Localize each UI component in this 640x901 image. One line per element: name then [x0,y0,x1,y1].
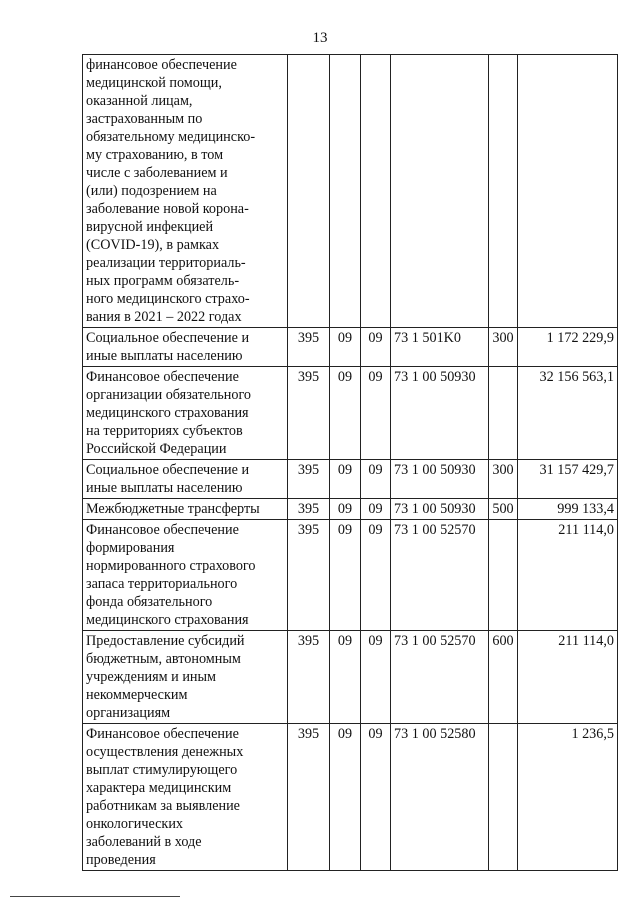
item-name-line: оказанной лицам, [86,93,193,109]
target-article-cell: 73 1 00 52580 [391,724,489,871]
table-row [83,460,618,499]
item-name-line: медицинского страхования [86,405,249,421]
item-name-line: (или) подозрением на [86,183,217,199]
target-article-cell: 73 1 00 50930 [391,367,489,460]
item-name-line: бюджетным, автономным [86,651,241,667]
ministry-code-cell: 395 [288,499,330,520]
item-name-line: заболеваний в ходе [86,834,202,850]
ministry-code-cell: 395 [288,367,330,460]
item-name-line: числе с заболеванием и [86,165,228,181]
amount-cell: 32 156 563,1 [518,367,618,460]
item-name-line: реализации территориаль- [86,255,246,271]
item-name-line: вирусной инфекцией [86,219,214,235]
item-name-line: организации обязательного [86,387,252,403]
table-row [83,724,618,871]
item-name-line: Финансовое обеспечение [86,369,239,385]
item-name-line: характера медицинским [86,780,232,796]
item-name-line: му страхованию, в том [86,147,224,163]
amount-cell: 1 172 229,9 [518,328,618,367]
item-name-cell [83,460,288,499]
item-name-line: застрахованным по [86,111,203,127]
item-name-line: иные выплаты населению [86,480,243,496]
ministry-code-cell: 395 [288,460,330,499]
item-name-line: формирования [86,540,175,556]
amount-cell: 999 133,4 [518,499,618,520]
item-name-line: Межбюджетные трансферты [86,501,260,517]
footer-rule [10,896,180,897]
expense-type-cell [489,520,518,631]
item-name-line: нормированного страхового [86,558,256,574]
subsection-code-cell: 09 [361,460,391,499]
item-name-line: Предоставление субсидий [86,633,245,649]
subsection-code-cell: 09 [361,520,391,631]
item-name-line: Социальное обеспечение и [86,330,250,346]
expense-type-cell: 300 [489,328,518,367]
target-article-cell: 73 1 00 50930 [391,499,489,520]
item-name-line: финансовое обеспечение [86,57,237,73]
item-name-line: онкологических [86,816,184,832]
budget-table-body [83,55,618,871]
subsection-code-cell: 09 [361,499,391,520]
item-name-cell [83,520,288,631]
item-name-line: иные выплаты населению [86,348,243,364]
item-name-line: запаса территориального [86,576,238,592]
budget-table [82,54,618,871]
table-row [83,631,618,724]
section-code-cell: 09 [330,367,361,460]
item-name-cell [83,499,288,520]
item-name-line: Финансовое обеспечение [86,726,239,742]
item-name-cell [83,55,288,328]
item-name-line: выплат стимулирующего [86,762,238,778]
ministry-code-cell: 395 [288,520,330,631]
item-name-cell [83,724,288,871]
item-name-line: ных программ обязатель- [86,273,240,289]
expense-type-cell [489,724,518,871]
item-name-line: заболевание новой корона- [86,201,249,217]
subsection-code-cell: 09 [361,631,391,724]
subsection-code-cell: 09 [361,724,391,871]
section-code-cell: 09 [330,499,361,520]
item-name-line: организациям [86,705,171,721]
item-name-line: медицинской помощи, [86,75,222,91]
table-row [83,499,618,520]
item-name-cell [83,328,288,367]
expense-type-cell [489,367,518,460]
item-name-line: вания в 2021 – 2022 годах [86,309,242,325]
ministry-code-cell: 395 [288,724,330,871]
amount-cell: 211 114,0 [518,520,618,631]
item-name-line: медицинского страхования [86,612,249,628]
item-name-line: на территориях субъектов [86,423,243,439]
item-name-line: обязательному медицинско- [86,129,256,145]
expense-type-cell: 300 [489,460,518,499]
item-name-line: Российской Федерации [86,441,227,457]
item-name-line: некоммерческим [86,687,188,703]
expense-type-cell: 600 [489,631,518,724]
expense-type-cell [489,55,518,328]
section-code-cell: 09 [330,460,361,499]
target-article-cell: 73 1 00 50930 [391,460,489,499]
item-name-cell [83,367,288,460]
amount-cell: 31 157 429,7 [518,460,618,499]
target-article-cell: 73 1 501K0 [391,328,489,367]
subsection-code-cell [361,55,391,328]
item-name-line: работникам за выявление [86,798,240,814]
expense-type-cell: 500 [489,499,518,520]
item-name-cell [83,631,288,724]
item-name-line: ного медицинского страхо- [86,291,250,307]
item-name-line: осуществления денежных [86,744,244,760]
section-code-cell [330,55,361,328]
amount-cell: 211 114,0 [518,631,618,724]
target-article-cell: 73 1 00 52570 [391,631,489,724]
table-row [83,367,618,460]
item-name-line: (COVID-19), в рамках [86,237,220,253]
table-row [83,328,618,367]
ministry-code-cell [288,55,330,328]
target-article-cell [391,55,489,328]
table-row [83,55,618,328]
subsection-code-cell: 09 [361,328,391,367]
amount-cell: 1 236,5 [518,724,618,871]
ministry-code-cell: 395 [288,328,330,367]
item-name-line: фонда обязательного [86,594,213,610]
section-code-cell: 09 [330,520,361,631]
item-name-line: Социальное обеспечение и [86,462,250,478]
section-code-cell: 09 [330,631,361,724]
page-number: 13 [312,30,328,46]
amount-cell [518,55,618,328]
subsection-code-cell: 09 [361,367,391,460]
section-code-cell: 09 [330,328,361,367]
table-row [83,520,618,631]
ministry-code-cell: 395 [288,631,330,724]
item-name-line: Финансовое обеспечение [86,522,239,538]
item-name-line: учреждениям и иным [86,669,217,685]
item-name-line: проведения [86,852,156,868]
target-article-cell: 73 1 00 52570 [391,520,489,631]
section-code-cell: 09 [330,724,361,871]
